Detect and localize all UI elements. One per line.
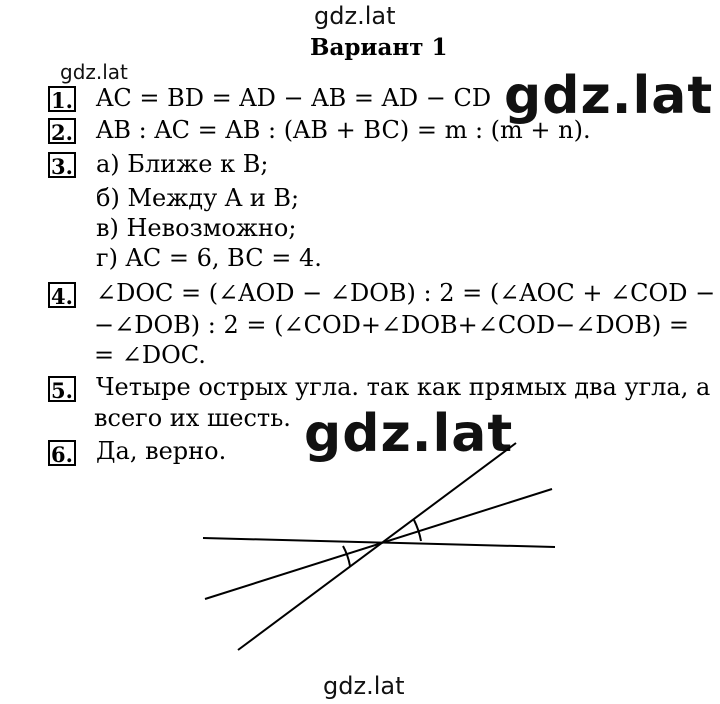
item-number-1: 1. (48, 86, 76, 112)
item-3-line-4: г) AC = 6, BC = 4. (96, 244, 322, 272)
watermark-small: gdz.lat (60, 60, 128, 84)
item-3-line-3: в) Невозможно; (96, 214, 297, 242)
item-number-4: 4. (48, 282, 76, 308)
angle-arc-left (343, 546, 350, 566)
item-3-line-1: а) Ближе к B; (96, 150, 269, 178)
item-number-3: 3. (48, 152, 76, 178)
item-2-line-1: AB : AC = AB : (AB + BC) = m : (m + n). (96, 116, 591, 144)
item-6-line-1: Да, верно. (96, 437, 227, 465)
item-number-5: 5. (48, 376, 76, 402)
item-number-6: 6. (48, 440, 76, 466)
watermark-large-middle: gdz.lat (304, 404, 514, 464)
page-title: Вариант 1 (310, 34, 448, 61)
watermark-bottom: gdz.lat (323, 672, 405, 700)
item-4-line-1: ∠DOC = (∠AOD − ∠DOB) : 2 = (∠AOC + ∠COD − (96, 279, 716, 307)
watermark-top: gdz.lat (314, 2, 396, 30)
item-3-line-2: б) Между A и B; (96, 184, 300, 212)
watermark-large-upper: gdz.lat (504, 66, 714, 126)
item-5-line-1: Четыре острых угла. так как прямых два угла, а (96, 373, 711, 401)
item-4-line-2: −∠DOB) : 2 = (∠COD+∠DOB+∠COD−∠DOB) = (94, 311, 690, 339)
item-1-line-1: AC = BD = AD − AB = AD − CD (96, 84, 492, 112)
item-number-2: 2. (48, 118, 76, 144)
line-steep (238, 443, 516, 650)
line-shallow (205, 489, 552, 599)
item-5-line-2: всего их шесть. (94, 404, 291, 432)
item-4-line-3: = ∠DOC. (94, 341, 206, 369)
